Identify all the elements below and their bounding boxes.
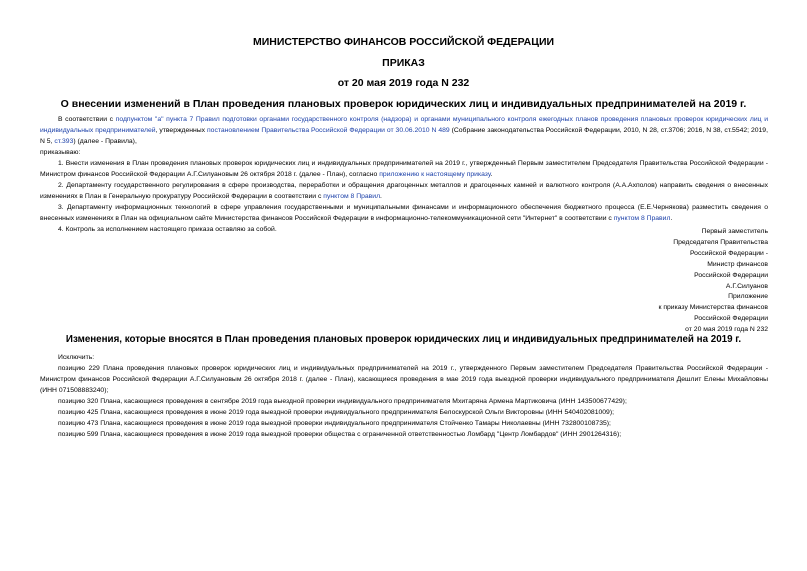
appendix-line-1: Приложение — [728, 293, 768, 301]
order-body — [40, 114, 768, 235]
list-item: позицию 473 Плана, касающиеся проведения в июне 2019 года выездной проверки индивидуального предпринимателя Стойченко Тамары Николаевны (ИНН 732800108735); — [58, 420, 611, 427]
item-2-text: 2. Департаменту государственного регулирования в сфере производства, переработки и обращения драгоценных металлов и драгоценных камней и валютного контроля (А.А.Ахполов) направить сведения о внесенных изменениях в План в Генеральную прокуратуру Российской Федерации в соответствии с — [40, 182, 768, 200]
rules-point-8-link-2[interactable]: пунктом 8 Правил — [613, 215, 671, 222]
list-item: позицию 599 Плана, касающиеся проведения в июне 2019 года выездной проверки общества с ограниченной ответственностью Ломбард "Центр Ломбардов" (ИНН 2901264316); — [58, 431, 622, 438]
list-item: позицию 425 Плана, касающиеся проведения в июне 2019 года выездной проверки индивидуального предпринимателя Белоскурской Ольги Викторовны (ИНН 540402081009); — [58, 409, 614, 416]
subject-heading: О внесении изменений в План проведения плановых проверок юридических лиц и индивидуальных предпринимателей на 2019 г. — [60, 98, 747, 110]
signature-line-1: Первый заместитель — [701, 228, 768, 235]
signature-block — [520, 227, 768, 336]
item-1 — [40, 158, 768, 180]
changes-title: Изменения, которые вносятся в План проведения плановых проверок юридических лиц и индивидуальных предпринимателей на 2019 г. — [65, 334, 742, 345]
appendix-link[interactable]: приложению к настоящему приказу — [379, 171, 491, 178]
item-3 — [40, 202, 768, 224]
changes-list — [40, 352, 768, 440]
appendix-line-4: от 20 мая 2019 года N 232 — [685, 326, 768, 334]
item-1-text: 1. Внести изменения в План проведения плановых проверок юридических лиц и индивидуальных предпринимателей на 2019 г., утвержденный Первым заместителем Председателя Правительства Российской Федерации - Министром финансов Российской Федерации А.Г.Силуановым 26 октября 2018 г. (далее - План), согласно — [40, 160, 768, 178]
preamble-text-4: ) (далее - Правила), — [73, 138, 137, 145]
rules-link[interactable]: подпунктом "а" пункта 7 Правил подготовки органами государственного контроля (надзора) и органами муниципального контроля ежегодных планов проведения плановых проверок юридических лиц и индивидуальных предпринимателей — [40, 116, 768, 134]
signature-line-3: Российской Федерации - — [689, 249, 768, 257]
item-1-end: . — [490, 171, 493, 178]
article-393-link[interactable]: ст.393 — [54, 138, 74, 145]
item-2 — [40, 180, 768, 202]
doc-type-heading: ПРИКАЗ — [382, 57, 425, 69]
preamble-text-3: (Собрание законодательства Российской Федерации, 2010, N 28, ст.3706; 2016, N 38, ст.5542; 2019, N 5, — [40, 127, 768, 145]
rules-point-8-link[interactable]: пунктом 8 Правил — [323, 193, 381, 200]
preamble-paragraph — [40, 114, 768, 147]
item-4: 4. Контроль за исполнением настоящего приказа оставляю за собой. — [58, 226, 277, 233]
date-number-heading: от 20 мая 2019 года N 232 — [337, 77, 470, 89]
list-item: позицию 320 Плана, касающиеся проведения в сентябре 2019 года выездной проверки индивидуального предпринимателя Мхитаряна Армена Мартиковича (ИНН 143500677429); — [58, 398, 627, 405]
exclude-label: Исключить: — [58, 354, 95, 361]
list-item: позицию 229 Плана проведения плановых проверок юридических лиц и индивидуальных предпринимателей на 2019 г., утвержденного Первым заместителем Председателя Правительства Российской Федерации - Министром финансов Российской Федерации А.Г.Силуановым 26 октября 2018 г. (далее - План), касающиеся проведения в мае 2019 года выездной проверки индивидуального предпринимателя Дешлит Елены Михайловны (ИНН 071508883240); — [40, 365, 768, 394]
item-3-end: . — [670, 215, 673, 222]
appendix-line-3: Российской Федерации — [694, 315, 768, 323]
signature-line-4: Министр финансов — [707, 260, 768, 268]
preamble-text-1: В соответствии с — [58, 116, 116, 123]
ministry-heading: МИНИСТЕРСТВО ФИНАНСОВ РОССИЙСКОЙ ФЕДЕРАЦИИ — [252, 36, 555, 48]
preamble-text-2: , утвержденных — [155, 127, 207, 134]
item-2-end: . — [380, 193, 382, 200]
signature-name: А.Г.Силуанов — [725, 282, 768, 290]
appendix-line-2: к приказу Министерства финансов — [658, 304, 768, 312]
signature-line-5: Российской Федерации — [694, 271, 768, 279]
signature-line-2: Председателя Правительства — [673, 238, 768, 246]
item-3-text: 3. Департаменту информационных технологий в сфере управления государственными и муниципальными финансами и информационного обеспечения бюджетного процесса (Е.Е.Чернякова) разместить сведения о внесенных изменениях в План на официальном сайте Министерства финансов Российской Федерации в информационно-телекоммуникационной сети "Интернет" в соответствии с — [40, 204, 768, 222]
orders-line: приказываю: — [40, 149, 81, 156]
resolution-link[interactable]: постановлением Правительства Российской Федерации от 30.06.2010 N 489 — [206, 127, 450, 134]
